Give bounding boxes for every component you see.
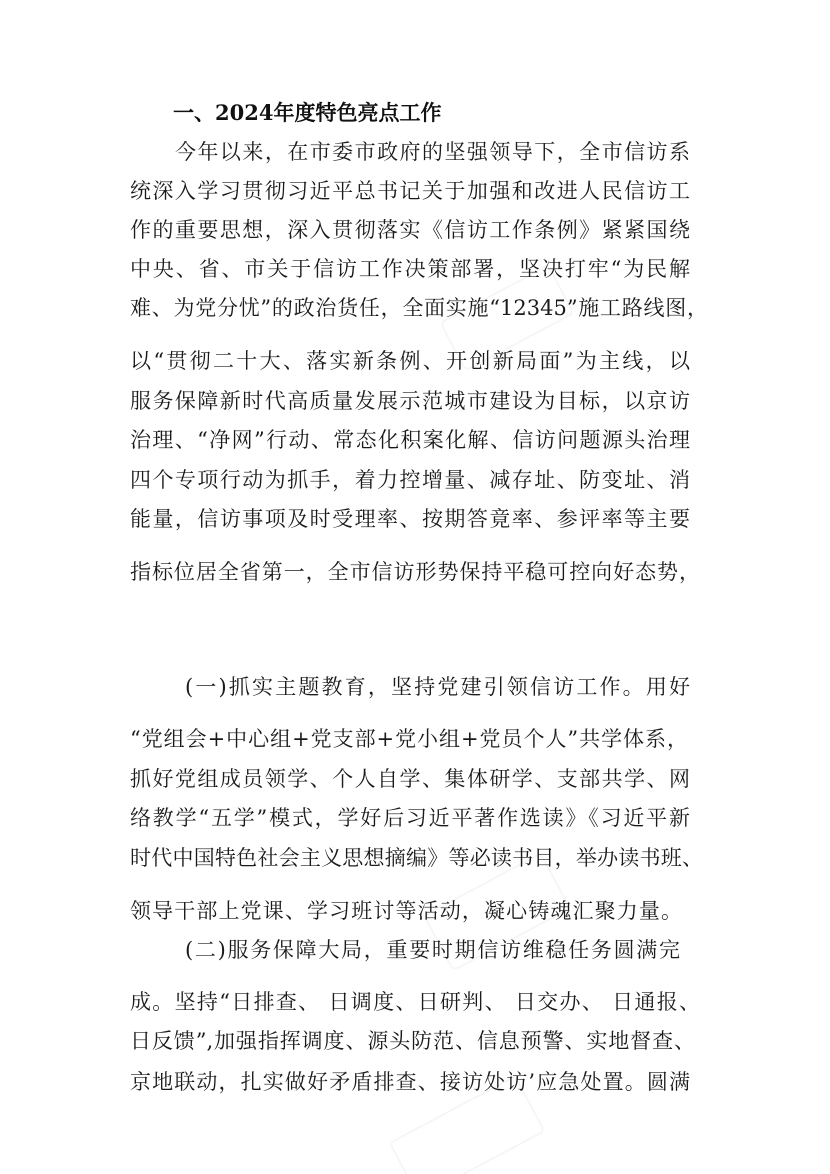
paragraph-line: 治理、“净网”行动、常态化积案化解、信访问题源头治理	[130, 428, 690, 452]
paragraph-line: 能量，信访事项及时受理率、按期答竟率、参评率等主要	[130, 507, 690, 531]
paragraph-line: 难、为党分忧”的政治货任，全面实施“12345”施工路线图，	[130, 296, 708, 320]
paragraph-line: 络教学“五学”模式，学好后习近平著作选读》《习近平新	[130, 806, 690, 830]
paragraph-line: 指标位居全省第一，全市信访形势保持平稳可控向好态势，	[130, 560, 700, 584]
paragraph-line: 京地联动，扎实做好矛盾排查、接访处访’应急处置。圆满	[130, 1070, 690, 1094]
paragraph-line: 成。坚持“日排查、 日调度、日研判、 日交办、 日通报、	[130, 990, 700, 1014]
section-heading: 一、2024年度特色亮点工作	[173, 100, 442, 125]
paragraph-line: 中央、省、市关于信访工作决策部署，坚决打牢“为民解	[130, 257, 690, 281]
paragraph-line: 以“贯彻二十大、落实新条例、开创新局面”为主线，以	[130, 349, 690, 373]
paragraph-line: 时代中国特色社会主义思想摘编》等必读书目，举办读书班、	[130, 846, 703, 870]
paragraph-line: “党组会+中心组+党支部+党小组+党员个人”共学体系，	[130, 727, 688, 751]
paragraph-line: (一)抓实主题教育，坚持党建引领信访工作。用好	[185, 675, 690, 699]
paragraph-line: 统深入学习贯彻习近平总书记关于加强和改进人民信访工	[130, 179, 690, 203]
paragraph-line: (二)服务保障大局，重要时期信访维稳任务圆满完	[185, 938, 680, 962]
paragraph-line: 服务保障新时代高质量发展示范城市建设为目标，以京访	[130, 389, 690, 413]
paragraph-line: 日反馈”,加强指挥调度、源头防范、信息预警、实地督查、	[130, 1029, 695, 1053]
paragraph-line: 四个专项行动为抓手，着力控增量、减存址、防变址、消	[130, 468, 690, 492]
paragraph-line: 领导干部上党课、学习班讨等活动，凝心铸魂汇聚力量。	[130, 899, 682, 923]
paragraph-line: 作的重要思想，深入贯彻落实《信访工作条例》紧紧国绕	[130, 218, 690, 242]
paragraph-line: 今年以来，在市委市政府的坚强领导下，全市信访系	[175, 140, 690, 164]
paragraph-line: 抓好党组成员领学、个人自学、集体研学、支部共学、网	[130, 767, 690, 791]
